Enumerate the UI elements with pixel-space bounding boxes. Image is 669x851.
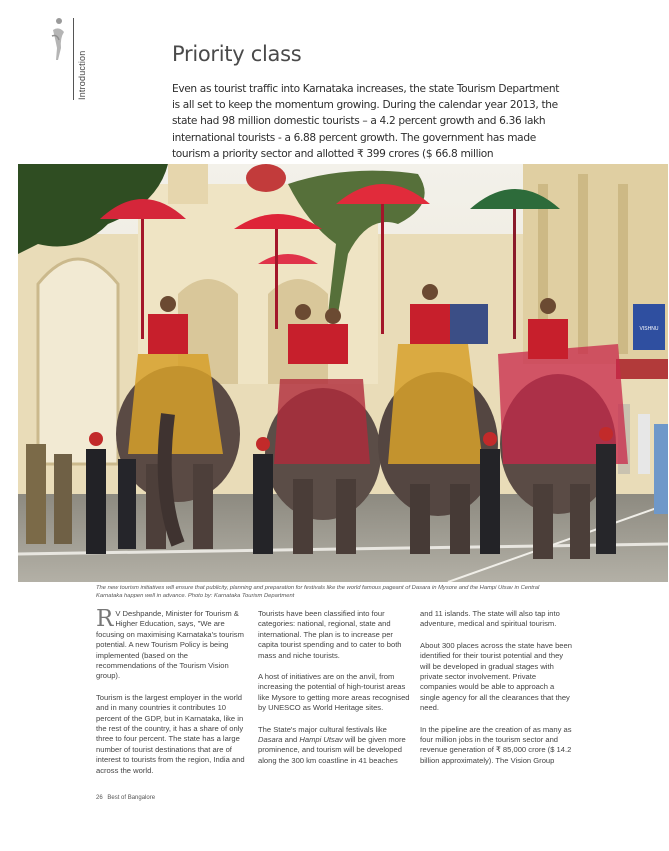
magazine-logo-icon (49, 16, 67, 62)
col3-paragraph-3: In the pipeline are the creation of as many as four million jobs in the tourism sector and revenue generation of ₹ 85,000 crore ($ 14.2 billion approximately). The Vision Group (420, 724, 572, 765)
col1-paragraph-2: Tourism is the largest employer in the world and in many countries it contributes 10 percent of the GDP, but in Karnataka, like in the rest of the country, it has a share of only three to four percent. The state has a large number of tourist destinations that are of interest to tourists from the region, India and across the world. (96, 692, 245, 775)
column-3 (420, 609, 574, 787)
section-tab (73, 18, 87, 100)
section-label: Introduction (77, 50, 87, 100)
publication-name: Best of Bangalore (107, 795, 156, 801)
elephant-procession-illustration (18, 164, 668, 582)
signboard-text: VISHNU (639, 326, 659, 332)
photo-caption: The new tourism initiatives will ensure that publicity, planning and preparation for festivals like the world famous pageant of Dasara in Mysore and the Hampi Utsav in Central Karnataka happen well in advance. Photo by: Karnataka Tourism Department (96, 585, 540, 599)
col3-paragraph-1: and 11 islands. The state will also tap into adventure, medical and spiritual tourism. (420, 609, 560, 629)
festival-photo (18, 164, 668, 582)
drop-cap: R (96, 606, 114, 632)
page-footer (96, 795, 155, 801)
col3-paragraph-2: About 300 places across the state have been identified for their tourist potential and they will be developed in gradual stages with private sector involvement. Private companies would be able to approach a single agency for all the clearances that they need. (420, 640, 572, 713)
page-number: 26 (96, 795, 103, 801)
col2-paragraph-1: Tourists have been classified into four categories: national, regional, state and international. The plan is to increase per capita tourist spending and to cater to both mass and niche tourists. (258, 609, 402, 660)
col1-paragraph-1: R V Deshpande, Minister for Tourism & Higher Education, says, "We are focusing on maximising Karnataka's tourism potential. A new Tourism Policy is being implemented (based on the recommendations of the Tourism Vision group). (96, 606, 244, 681)
article-title: Priority class (172, 42, 302, 66)
intro-paragraph: Even as tourist traffic into Karnataka increases, the state Tourism Department is all set to keep the momentum growing. During the calendar year 2013, the state had 98 million domestic tourists – a 4.2 percent growth and 6.36 lakh international tourists - a 6.88 percent growth. The government has made tourism a priority sector and allotted ₹ 399 crores ($ 66.8 million (172, 83, 560, 160)
body-columns (96, 606, 574, 787)
column-2 (258, 609, 412, 787)
col2-paragraph-3: The State's major cultural festivals like Dasara and Hampi Utsav will be given more prominence, and tourism will be developed along the 300 km coastline in 41 beaches (258, 724, 406, 765)
column-1 (96, 606, 250, 787)
col2-paragraph-2: A host of initiatives are on the anvil, from increasing the potential of high-tourist areas like Mysore to getting more areas recognised by UNESCO as World Heritage sites. (258, 672, 410, 713)
